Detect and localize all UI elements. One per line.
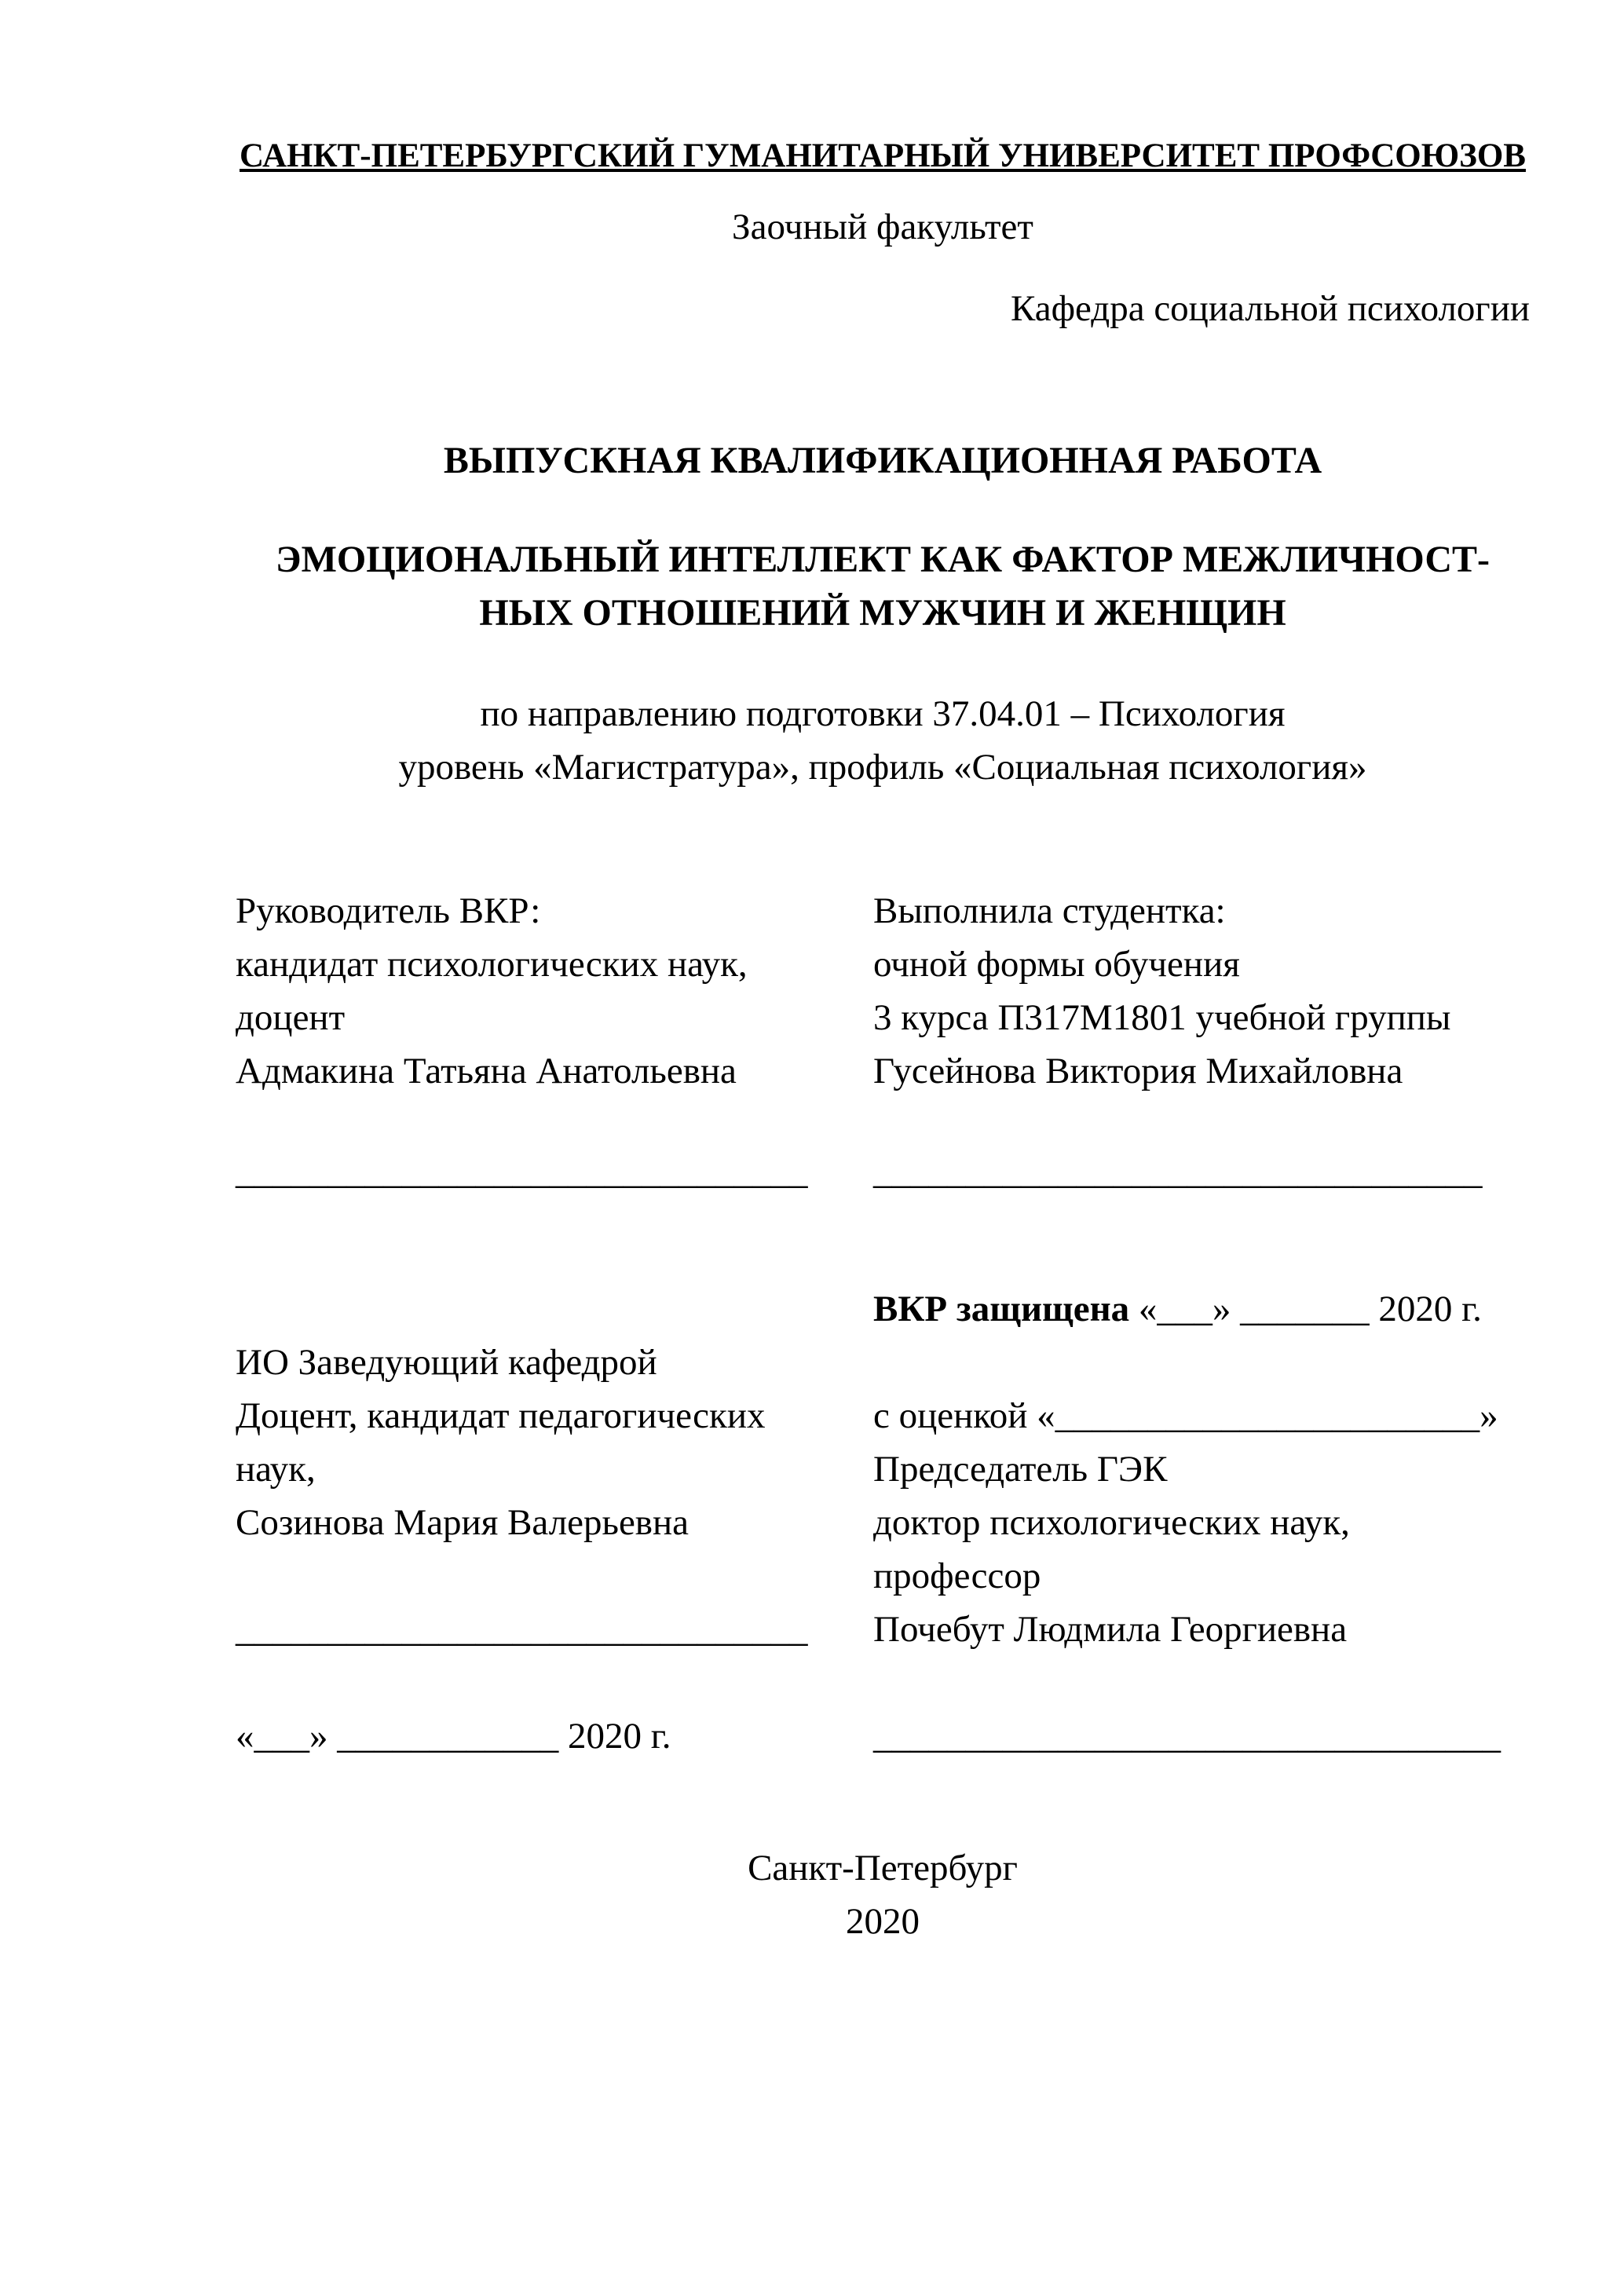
- student-study-form: очной формы обучения: [873, 944, 1240, 985]
- dept-head-date-line: «___» ____________ 2020 г.: [236, 1716, 671, 1757]
- student-block: [873, 884, 1530, 1098]
- thesis-title: [236, 533, 1530, 640]
- footer-year: 2020: [846, 1901, 920, 1942]
- chair-position: Председатель ГЭК: [873, 1449, 1168, 1490]
- work-type-title: ВЫПУСКНАЯ КВАЛИФИКАЦИОННАЯ РАБОТА: [443, 440, 1322, 481]
- spacer-line: [873, 1336, 1530, 1389]
- defense-status-label: ВКР защищена: [873, 1289, 1130, 1329]
- supervisor-role: Руководитель ВКР:: [236, 890, 541, 931]
- student-name: Гусейнова Виктория Михайловна: [873, 1051, 1403, 1091]
- supervisor-name: Адмакина Татьяна Анатольевна: [236, 1051, 737, 1091]
- footer-block: [236, 1841, 1530, 1948]
- spacer-line: [236, 1282, 873, 1336]
- dept-head-degree-2: наук,: [236, 1449, 316, 1490]
- program-level: уровень «Магистратура», профиль «Социальная психология»: [398, 747, 1367, 788]
- defense-block: [236, 1282, 1530, 1763]
- chair-degree: доктор психологических наук,: [873, 1502, 1350, 1543]
- spacer-line: [873, 1656, 1530, 1709]
- department-head-block: [236, 1282, 873, 1763]
- program-block: [236, 687, 1530, 794]
- chair-rank: профессор: [873, 1556, 1041, 1596]
- dept-head-signature-line: _______________________________: [236, 1609, 808, 1650]
- thesis-title-line1: ЭМОЦИОНАЛЬНЫЙ ИНТЕЛЛЕКТ КАК ФАКТОР МЕЖЛИЧНОСТ-: [276, 539, 1490, 580]
- student-signature-line: _________________________________: [873, 1151, 1483, 1192]
- signature-row: [236, 1145, 1530, 1198]
- university-name: САНКТ-ПЕТЕРБУРГСКИЙ ГУМАНИТАРНЫЙ УНИВЕРСИТЕТ ПРОФСОЮЗОВ: [240, 137, 1526, 174]
- defense-status-line: [873, 1282, 1530, 1336]
- supervisor-rank: доцент: [236, 997, 346, 1038]
- defense-committee-block: [873, 1282, 1530, 1763]
- student-group: 3 курса П317М1801 учебной группы: [873, 997, 1451, 1038]
- spacer-line: [236, 1549, 873, 1603]
- chair-name: Почебут Людмила Георгиевна: [873, 1609, 1348, 1650]
- program-direction: по направлению подготовки 37.04.01 – Психология: [480, 693, 1286, 734]
- supervisor-degree: кандидат психологических наук,: [236, 944, 748, 985]
- dept-head-degree-1: Доцент, кандидат педагогических: [236, 1395, 766, 1436]
- footer-city: Санкт-Петербург: [748, 1848, 1018, 1888]
- faculty-name: Заочный факультет: [732, 207, 1033, 247]
- thesis-title-line2: НЫХ ОТНОШЕНИЙ МУЖЧИН И ЖЕНЩИН: [479, 592, 1286, 634]
- supervisor-signature-line: _______________________________: [236, 1151, 808, 1192]
- defense-status-date: «___» _______ 2020 г.: [1129, 1289, 1482, 1329]
- supervisor-block: [236, 884, 873, 1098]
- student-role: Выполнила студентка:: [873, 890, 1226, 931]
- department-name: Кафедра социальной психологии: [1011, 288, 1530, 329]
- dept-head-position: ИО Заведующий кафедрой: [236, 1342, 657, 1383]
- grade-line: с оценкой «_______________________»: [873, 1395, 1498, 1436]
- dept-head-name: Созинова Мария Валерьевна: [236, 1502, 689, 1543]
- spacer-line: [236, 1656, 873, 1709]
- people-block: [236, 884, 1530, 1098]
- chair-signature-line: __________________________________: [873, 1716, 1501, 1757]
